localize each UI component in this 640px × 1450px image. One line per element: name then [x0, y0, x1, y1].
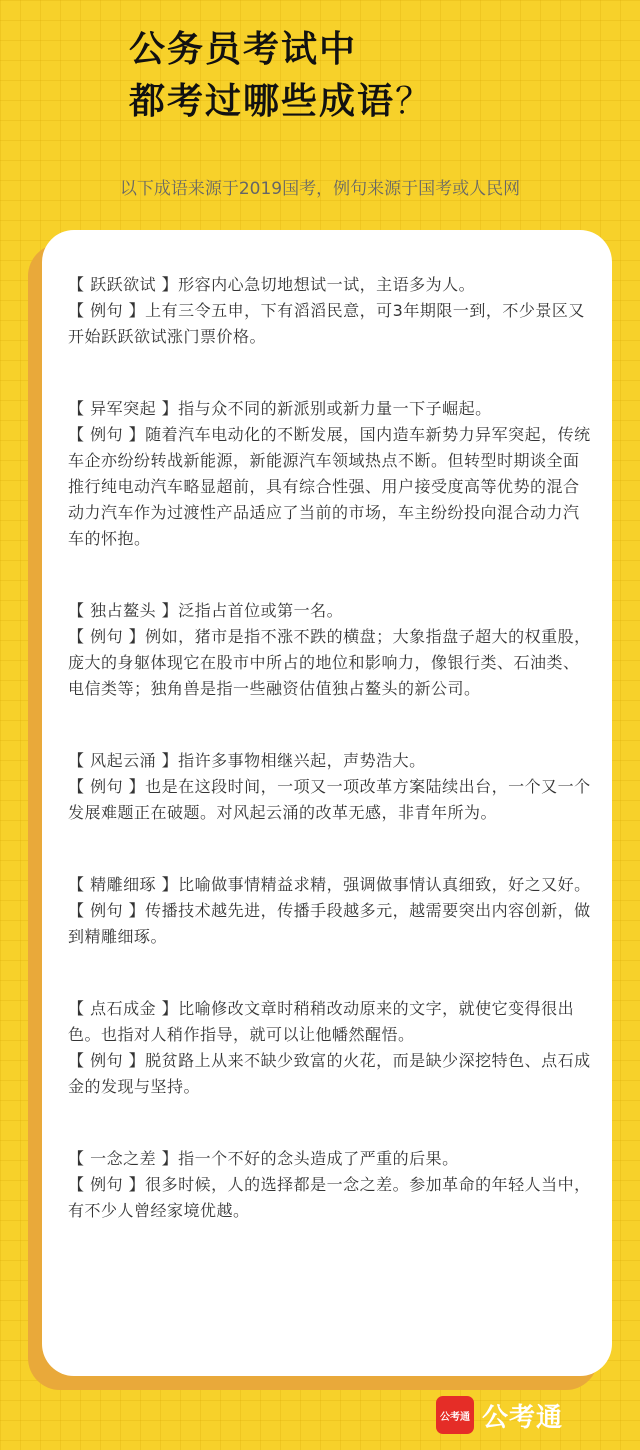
brand-logo — [436, 1396, 563, 1434]
idiom-entry-4 — [68, 748, 592, 826]
idiom-definition: 【 点石成金 】比喻修改文章时稍稍改动原来的文字，就使它变得很出色。也指对人稍作指导，就可以让他幡然醒悟。 — [68, 999, 575, 1044]
idiom-example: 【 例句 】脱贫路上从来不缺少致富的火花，而是缺少深挖特色、点石成金的发现与坚持。 — [68, 1051, 591, 1096]
idiom-entry-6 — [68, 996, 592, 1100]
idiom-entry-1 — [68, 272, 592, 350]
idiom-entry-2 — [68, 396, 592, 552]
idiom-example: 【 例句 】传播技术越先进，传播手段越多元，越需要突出内容创新，做到精雕细琢。 — [68, 901, 591, 946]
idiom-definition: 【 精雕细琢 】比喻做事情精益求精，强调做事情认真细致，好之又好。 — [68, 875, 591, 894]
idiom-example: 【 例句 】很多时候，人的选择都是一念之差。参加革命的年轻人当中，有不少人曾经家境优越。 — [68, 1175, 591, 1220]
title-line-2-text: 都考过哪些成语 — [129, 81, 396, 122]
idiom-definition: 【 异军突起 】指与众不同的新派别或新力量一下子崛起。 — [68, 399, 492, 418]
brand-logo-icon: 公考通 — [436, 1396, 474, 1434]
title-line-2 — [129, 76, 433, 128]
idiom-example: 【 例句 】也是在这段时间，一项又一项改革方案陆续出台，一个又一个发展难题正在破题。对风起云涌的改革无感，非青年所为。 — [68, 777, 591, 822]
idiom-definition: 【 独占鳌头 】泛指占首位或第一名。 — [68, 601, 344, 620]
brand-name: 公考通 — [482, 1402, 564, 1433]
idiom-definition: 【 一念之差 】指一个不好的念头造成了严重的后果。 — [68, 1149, 459, 1168]
subtitle: 以下成语来源于2019国考，例句来源于国考或人民网 — [119, 179, 521, 199]
content-card — [42, 230, 612, 1376]
idiom-definition: 【 跃跃欲试 】形容内心急切地想试一试，主语多为人。 — [68, 275, 476, 294]
question-mark: ？ — [395, 81, 434, 122]
idiom-example: 【 例句 】上有三令五申，下有滔滔民意，可3年期限一到，不少景区又开始跃跃欲试涨门票价格。 — [68, 301, 585, 346]
idiom-definition: 【 风起云涌 】指许多事物相继兴起，声势浩大。 — [68, 751, 426, 770]
idiom-list — [68, 272, 592, 1270]
page-title — [129, 24, 433, 128]
idiom-example: 【 例句 】例如，猪市是指不涨不跌的横盘；大象指盘子超大的权重股，庞大的身躯体现它在股市中所占的地位和影响力，像银行类、石油类、电信类等；独角兽是指一些融资估值独占鳌头的新公司。 — [68, 627, 591, 698]
idiom-example: 【 例句 】随着汽车电动化的不断发展，国内造车新势力异军突起，传统车企亦纷纷转战新能源，新能源汽车领域热点不断。但转型时期谈全面推行纯电动汽车略显超前，具有综合性强、用户接受度高等优势的混合动力汽车作为过渡性产品适应了当前的市场，车主纷纷投向混合动力汽车的怀抱。 — [68, 425, 591, 548]
idiom-entry-5 — [68, 872, 592, 950]
idiom-entry-7 — [68, 1146, 592, 1224]
idiom-entry-3 — [68, 598, 592, 702]
title-line-1: 公务员考试中 — [129, 29, 358, 70]
